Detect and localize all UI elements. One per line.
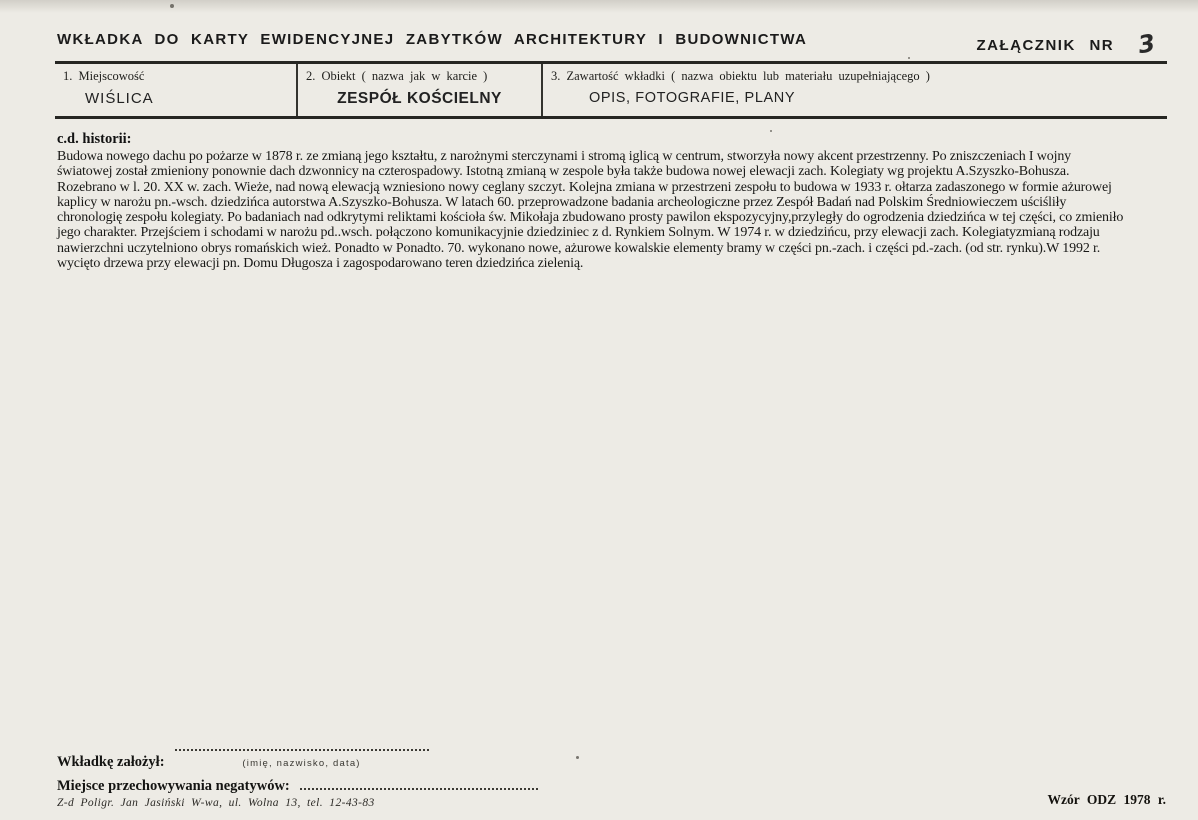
page-title: WKŁADKA DO KARTY EWIDENCYJNEJ ZABYTKÓW ARCHITEKTURY I BUDOWNICTWA bbox=[57, 31, 808, 48]
field-object-label: 2. Obiekt ( nazwa jak w karcie ) bbox=[306, 69, 488, 83]
history-text-line: Budowa nowego dachu po pożarze w 1878 r. ze zmianą jego kształtu, z narożnymi sterczynami i stromą iglicą w centrum, stworzyła nowy akcent przestrzenny. Po zniszczeniach I wojny bbox=[57, 149, 1072, 164]
printer-credit: Z-d Poligr. Jan Jasiński W-wa, ul. Wolna 13, tel. 12-43-83 bbox=[57, 797, 375, 809]
history-text-line: wycięto drzewa przy elewacji pn. Domu Długosza i zagospodarowano teren dziedzińca zielenią. bbox=[57, 256, 584, 272]
scan-artifact-band bbox=[0, 0, 1198, 13]
history-section bbox=[57, 131, 1169, 271]
history-heading: c.d. historii: bbox=[57, 131, 132, 147]
history-text-line: światowej został zmieniony ponownie dach dzwonnicy na czterospadowy. Istotną zmianą w zespole była także budowa nowej elewacji zach. Kolegiaty wg projektu A.Szyszko-Bohusza. bbox=[57, 164, 1070, 180]
field-locality bbox=[55, 64, 296, 116]
negatives-label: Miejsce przechowywania negatywów: bbox=[57, 778, 290, 794]
field-contents-label: 3. Zawartość wkładki ( nazwa obiektu lub materiału uzupełniającego ) bbox=[551, 69, 930, 83]
fields-table bbox=[55, 61, 1167, 119]
founder-hint: (imię, nazwisko, data) bbox=[242, 758, 361, 769]
founder-row bbox=[57, 738, 429, 771]
history-text-line: jego charakter. Przejściem i schodami w narożu pd..wsch. połączono komunikacyjnie dziedziniec z d. Rynkiem Solnym. W 1974 r. w dziedzińcu, przy elewacji zach. Kolegiatyzmianą rodzaju bbox=[57, 225, 1100, 241]
negatives-row bbox=[57, 777, 538, 795]
field-contents-value: OPIS, FOTOGRAFIE, PLANY bbox=[589, 90, 796, 106]
form-model-note: Wzór ODZ 1978 r. bbox=[1047, 792, 1166, 807]
attachment-label: ZAŁĄCZNIK NR bbox=[976, 37, 1115, 54]
history-text-line: kaplicy w narożu pn.-wsch. dziedzińca autorstwa A.Szyszko-Bohusza. W latach 60. przeprowadzone badania archeologiczne przez Zespół Badań nad Polskim Średniowieczem uściśliły bbox=[57, 194, 1067, 210]
attachment-number-handwritten: 3 bbox=[1136, 28, 1159, 60]
field-locality-value: WIŚLICA bbox=[85, 90, 154, 107]
scan-speck bbox=[576, 756, 579, 759]
history-text-line: chronologię zespołu kolegiaty. Po badaniach nad odkrytymi reliktami kościoła św. Mikołaja zbudowano prosty pawilon ekspozycyjny,przyległy do ogrodzenia dziedzińca w tej części, co zmieniło bbox=[57, 210, 1124, 226]
scan-speck bbox=[908, 57, 910, 59]
field-contents bbox=[541, 64, 1167, 116]
field-object-value: ZESPÓŁ KOŚCIELNY bbox=[337, 90, 502, 107]
dotted-fill-line bbox=[175, 748, 429, 751]
field-locality-label: 1. Miejscowość bbox=[63, 69, 145, 83]
history-text-line: nawierzchni uczytelniono obrys romańskich wież. Ponadto w Ponadto. 70. wykonano nowe, ażurowe kowalskie elementy bramy w części pn.-zach. i części pd.-zach. (od str. rynku).W 1992 r. bbox=[57, 240, 1101, 256]
founder-label: Wkładkę założył: bbox=[57, 754, 165, 770]
attachment-number bbox=[976, 28, 1159, 60]
history-text-line: Rozebrano w l. 20. XX w. zach. Wieże, nad nową elewacją wzniesiono nowy ceglany szczyt. Kolejna zmiana w przestrzeni zespołu to budowa w 1933 r. ołtarza zadaszonego w formie ażurowej bbox=[57, 179, 1112, 195]
field-object bbox=[296, 64, 541, 116]
dotted-fill-line bbox=[300, 787, 538, 790]
founder-fill-in bbox=[175, 738, 429, 769]
scan-speck bbox=[170, 4, 174, 8]
